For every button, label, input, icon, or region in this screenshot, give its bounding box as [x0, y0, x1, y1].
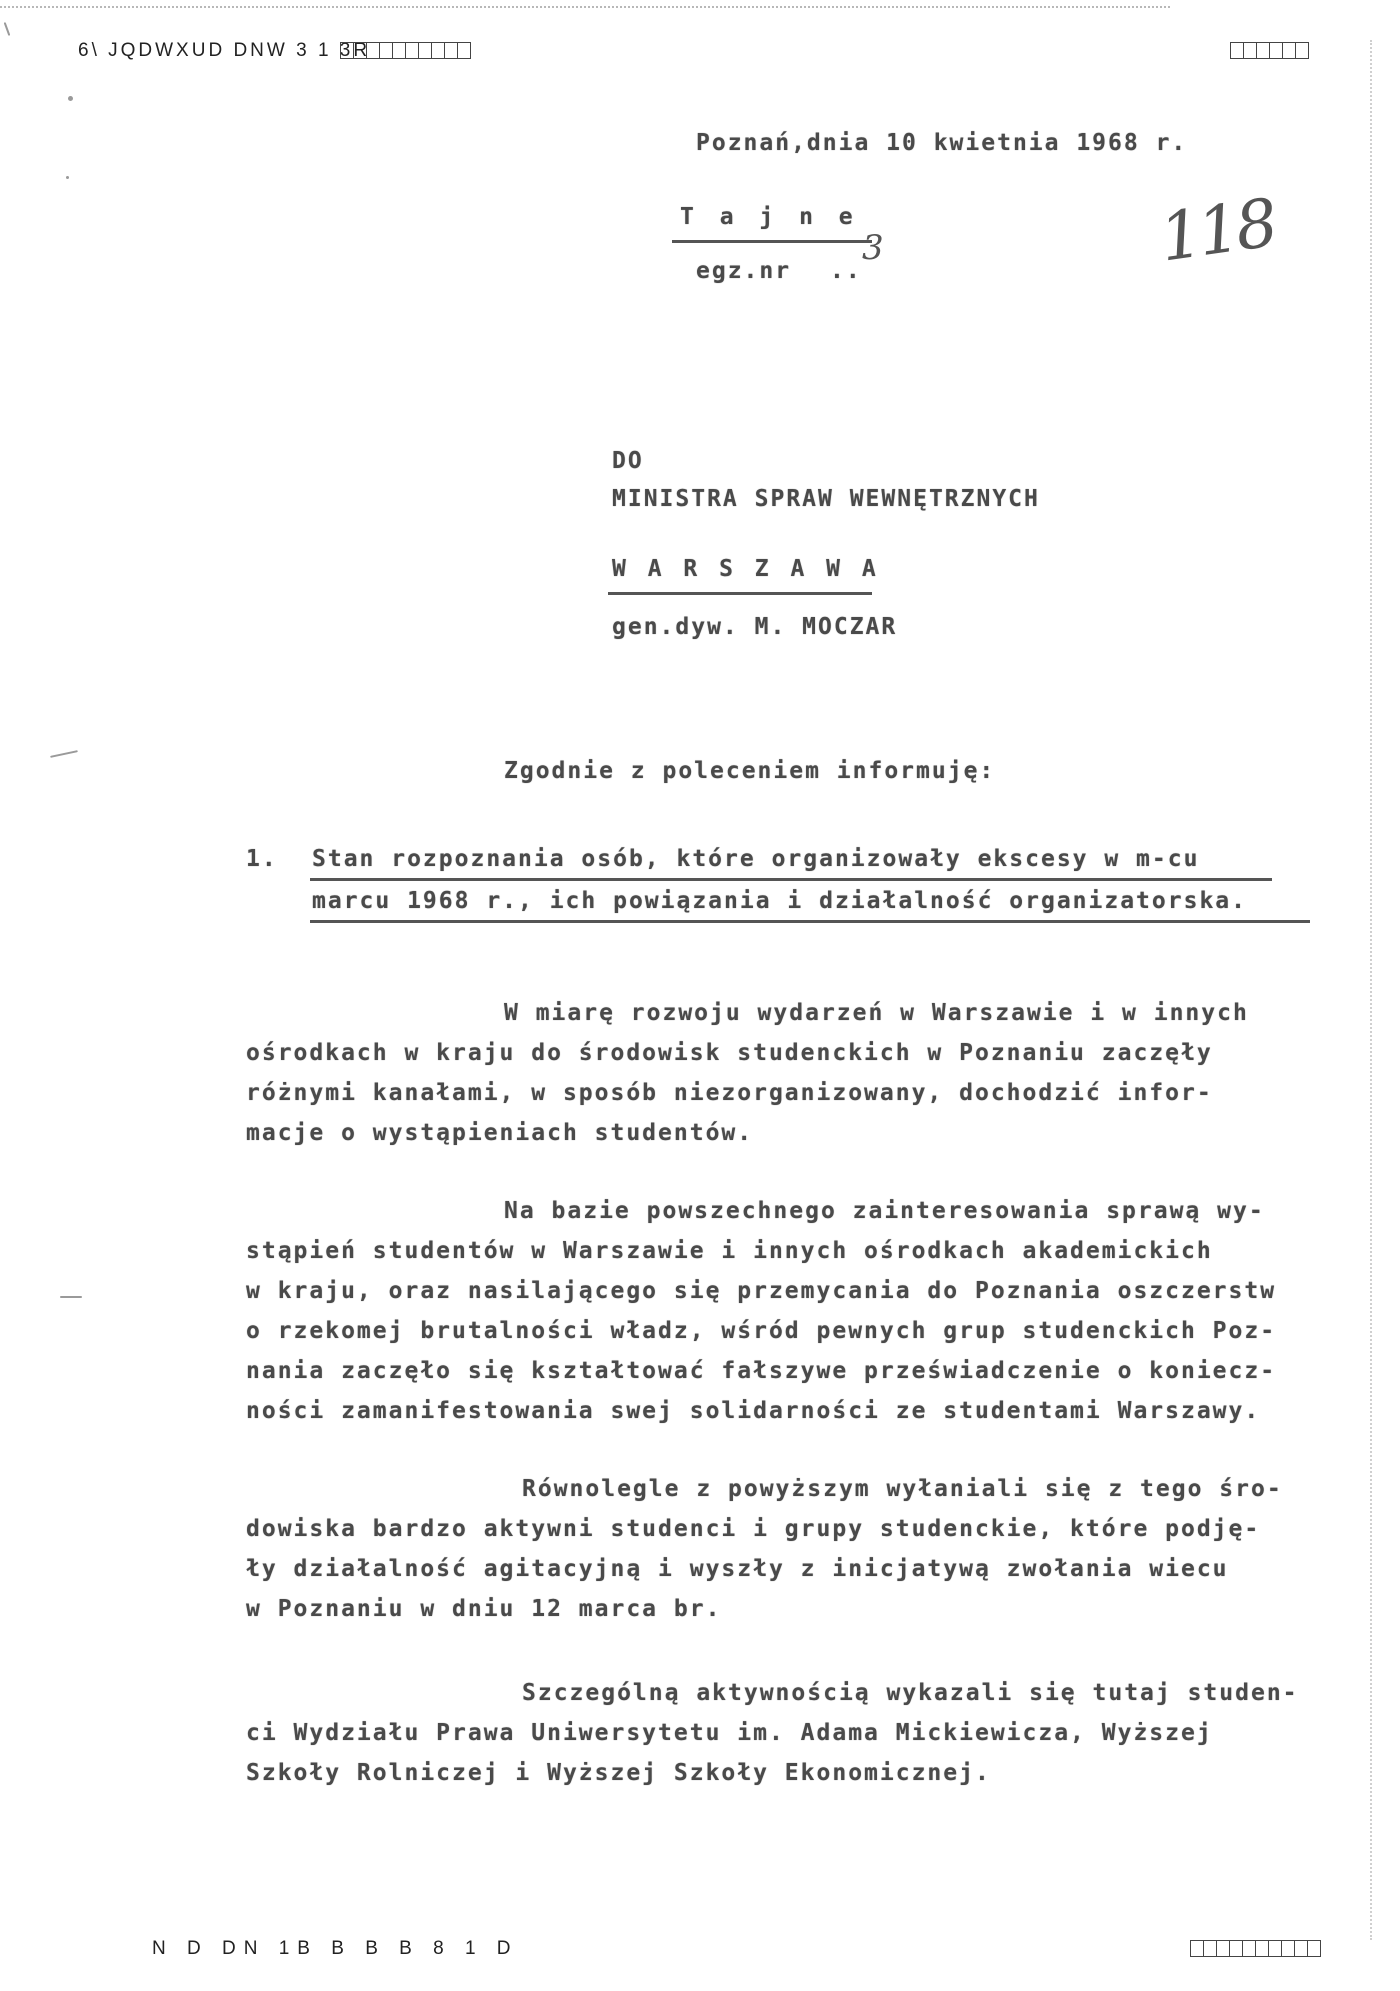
- section-title-underline2: [310, 920, 1310, 923]
- addressee-city-underline: [608, 592, 872, 595]
- section-title-underline1: [310, 878, 1272, 881]
- header-code: 6\ JQDWXUD DNW 3 1 3R: [78, 40, 371, 61]
- header-box-strip-left: [340, 42, 470, 59]
- paragraph-2-line-6: ności zamanifestowania swej solidarności ze studentami Warszawy.: [246, 1398, 1261, 1424]
- scan-edge-right: [1370, 40, 1372, 1940]
- paragraph-2-line-5: nania zaczęło się kształtować fałszywe przeświadczenie o koniecz-: [246, 1358, 1277, 1384]
- scan-speck: [4, 22, 11, 36]
- paragraph-3-line-3: ły działalność agitacyjną i wyszły z inicjatywą zwołania wiecu: [246, 1556, 1229, 1582]
- paragraph-3-line-2: dowiska bardzo aktywni studenci i grupy studenckie, które podję-: [246, 1516, 1261, 1542]
- paragraph-3-line-1: Równolegle z powyższym wyłaniali się z tego śro-: [522, 1476, 1283, 1502]
- paragraph-1-line-2: ośrodkach w kraju do środowisk studenckich w Poznaniu zaczęły: [246, 1040, 1213, 1066]
- classification-underline: [672, 240, 872, 243]
- addressee-city: W A R S Z A W A: [612, 556, 880, 582]
- scan-speck: [50, 750, 78, 758]
- scan-speck: [60, 1296, 82, 1298]
- copy-number-label: egz.nr: [696, 258, 792, 284]
- date-line: Poznań,dnia 10 kwietnia 1968 r.: [696, 130, 1188, 156]
- paragraph-2-line-2: stąpień studentów w Warszawie i innych ośrodkach akademickich: [246, 1238, 1213, 1264]
- paragraph-4-line-1: Szczególną aktywnością wykazali się tutaj studen-: [522, 1680, 1299, 1706]
- paragraph-2-line-4: o rzekomej brutalności władz, wśród pewnych grup studenckich Poz-: [246, 1318, 1277, 1344]
- addressee-recipient: gen.dyw. M. MOCZAR: [612, 614, 898, 640]
- handwritten-page-number: 118: [1155, 184, 1279, 277]
- scan-edge-top: [0, 6, 1170, 8]
- footer-box-strip-right: [1190, 1940, 1320, 1957]
- classification-label: T a j n e: [680, 204, 859, 230]
- addressee-line1: DO: [612, 448, 644, 474]
- paragraph-3-line-4: w Poznaniu w dniu 12 marca br.: [246, 1596, 722, 1622]
- section-number: 1.: [246, 846, 278, 872]
- scan-speck: [66, 176, 69, 179]
- section-title-line2: marcu 1968 r., ich powiązania i działalność organizatorska.: [312, 888, 1247, 914]
- section-title-line1: Stan rozpoznania osób, które organizowały ekscesy w m-cu: [312, 846, 1200, 872]
- addressee-line2: MINISTRA SPRAW WEWNĘTRZNYCH: [612, 486, 1040, 512]
- footer-code: N D DN 1B B B B 8 1 D: [152, 1938, 519, 1959]
- paragraph-1-line-1: W miarę rozwoju wydarzeń w Warszawie i w innych: [504, 1000, 1249, 1026]
- paragraph-2-line-1: Na bazie powszechnego zainteresowania sprawą wy-: [504, 1198, 1265, 1224]
- intro-line: Zgodnie z poleceniem informuję:: [504, 758, 996, 784]
- paragraph-4-line-3: Szkoły Rolniczej i Wyższej Szkoły Ekonomicznej.: [246, 1760, 991, 1786]
- scan-speck: [68, 96, 73, 101]
- paragraph-1-line-4: macje o wystąpieniach studentów.: [246, 1120, 754, 1146]
- paragraph-1-line-3: różnymi kanałami, w sposób niezorganizowany, dochodzić infor-: [246, 1080, 1213, 1106]
- header-box-strip-right: [1230, 42, 1308, 59]
- paragraph-4-line-2: ci Wydziału Prawa Uniwersytetu im. Adama Mickiewicza, Wyższej: [246, 1720, 1213, 1746]
- copy-number-dots: ..: [830, 258, 862, 284]
- copy-number-value: 3: [862, 228, 884, 268]
- paragraph-2-line-3: w kraju, oraz nasilającego się przemycania do Poznania oszczerstw: [246, 1278, 1277, 1304]
